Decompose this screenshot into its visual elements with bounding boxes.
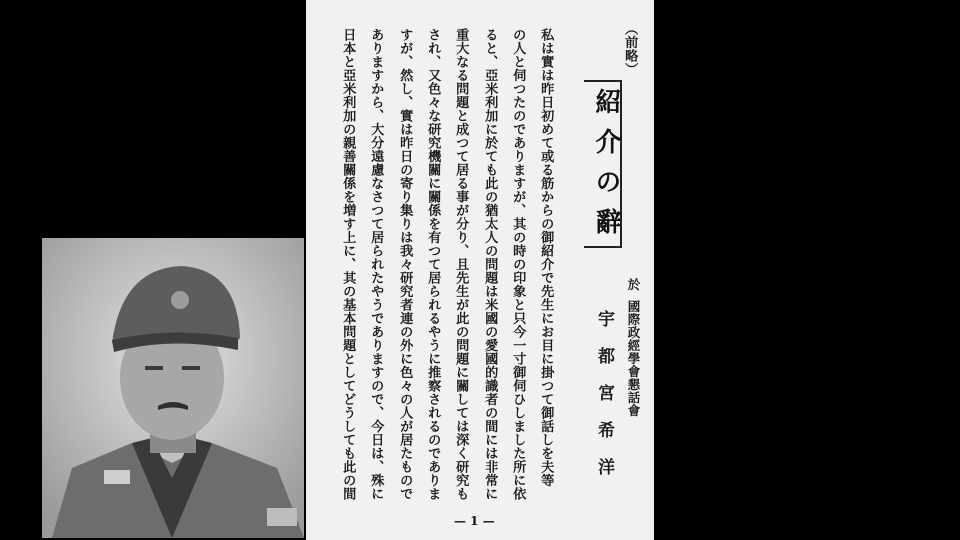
venue-prefix: 於 xyxy=(626,278,641,291)
venue-name: 國際政經學會懇話會 xyxy=(626,300,641,417)
body-line: ありますから、大分遠慮なさつて居られたやうでありますので、今日は、殊に xyxy=(368,28,384,501)
portrait-photo xyxy=(42,238,304,538)
article-prefix: （前略） xyxy=(622,22,638,76)
body-line: 私は實は昨日初めて或る筋からの御紹介で先生にお目に掛つて御話しを夫等 xyxy=(538,28,554,487)
portrait-illustration xyxy=(42,238,304,538)
author-name: 宇都宮希洋 xyxy=(594,310,614,495)
document-page xyxy=(306,0,654,540)
body-line: 日本と亞米利加の親善關係を増す上に、其の基本問題としてどうしても此の間 xyxy=(340,28,356,501)
article-title: 紹介の辭 xyxy=(591,88,621,248)
body-line: 重大なる問題と成つて居る事が分り、且先生が此の問題に關しては深く研究も xyxy=(453,28,469,501)
body-line: ると、亞米利加に於ても此の猶太人の問題は米國の愛國的識者の間には非常に xyxy=(482,28,498,501)
body-line: すが、然し、實は昨日の寄り集りは我々研究者連の外に色々の人が居たもので xyxy=(397,28,413,501)
page-number: — 1 — xyxy=(454,514,495,528)
body-line: され、又色々な研究機關に關係を有つて居られるやうに推察されるのでありま xyxy=(425,28,441,501)
body-line: の人と伺つたのでありますが、其の時の印象と只今一寸御伺ひしました所に依 xyxy=(510,28,526,501)
